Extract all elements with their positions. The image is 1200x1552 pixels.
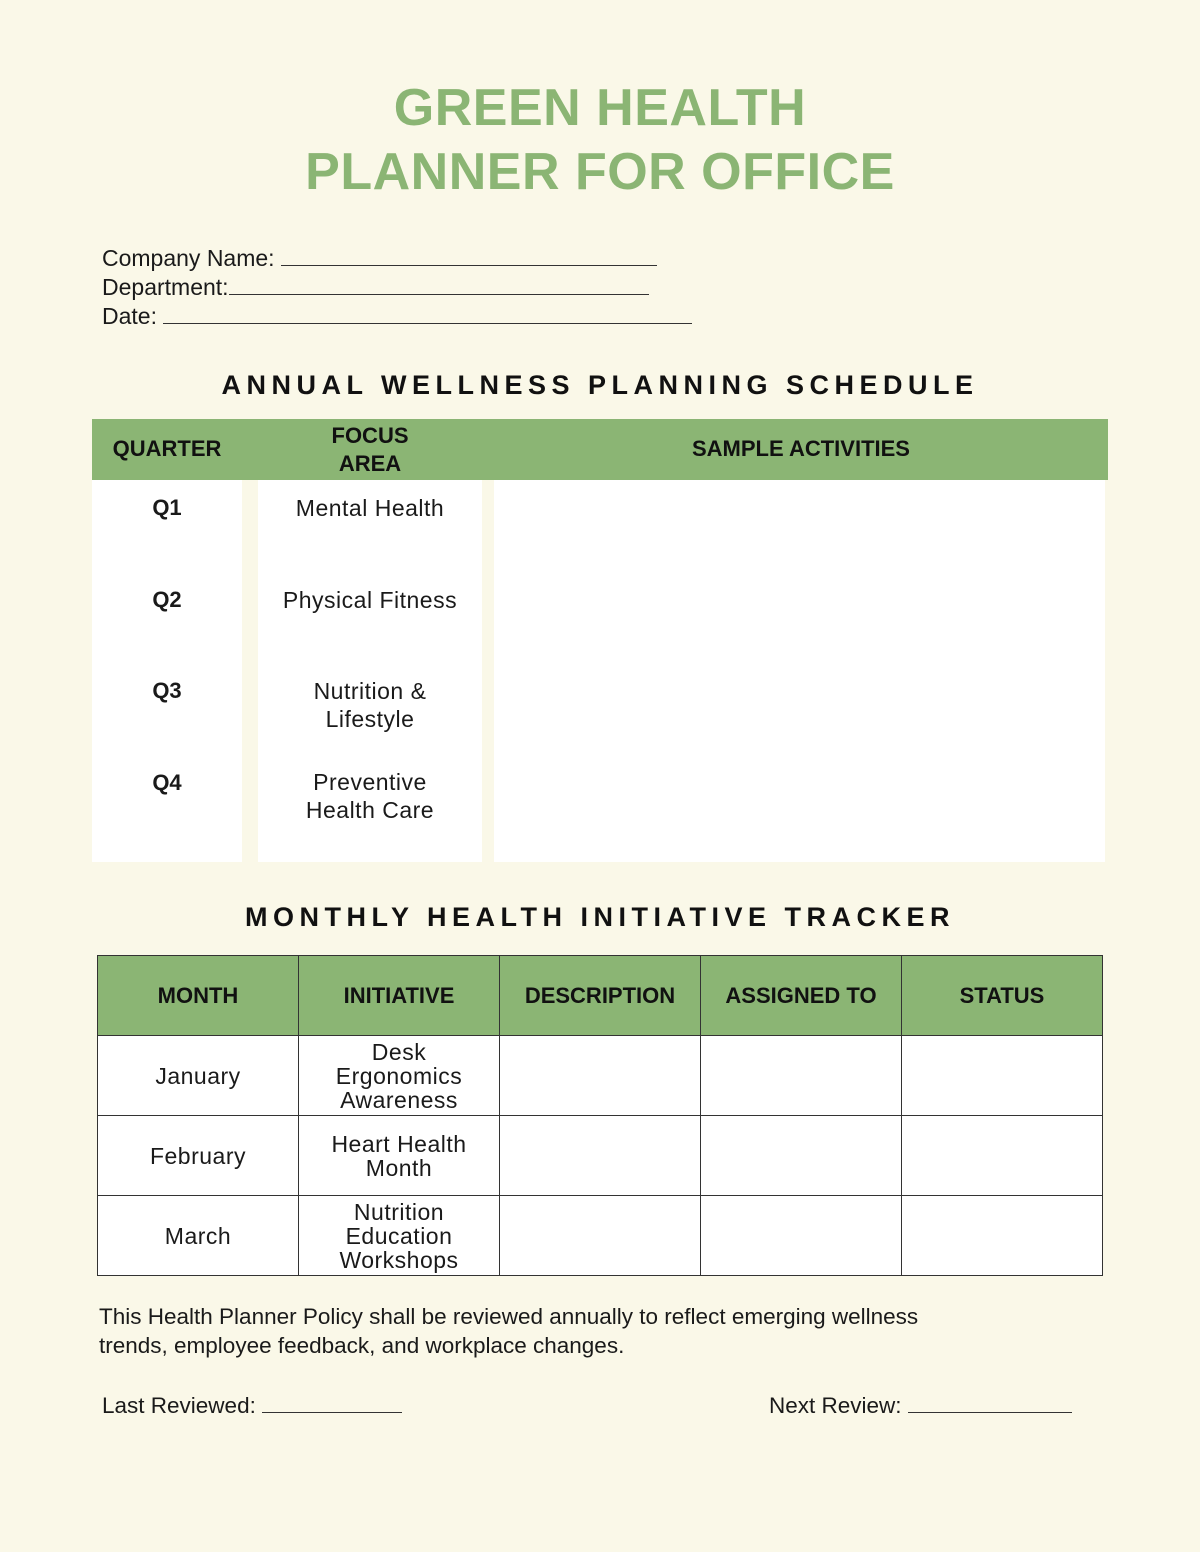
assigned-to-cell[interactable] [701,1196,902,1276]
assigned-to-cell[interactable] [701,1116,902,1196]
title-line-1: GREEN HEALTH [393,79,807,137]
page-title [0,76,1200,204]
header-status: STATUS [902,956,1103,1036]
department-label: Department: [102,274,229,300]
status-cell[interactable] [902,1116,1103,1196]
header-sample-activities: SAMPLE ACTIVITIES [692,436,910,461]
initiative-cell [299,1036,500,1116]
header-description: DESCRIPTION [500,956,701,1036]
company-name-label: Company Name: [102,245,275,271]
initiative-line: Month [365,1154,433,1181]
initiative-line: Desk [371,1038,427,1065]
initiative-line: Ergonomics [335,1062,463,1089]
table-row [98,1036,1103,1116]
sample-activities-column[interactable] [494,480,1105,862]
annual-section-title: ANNUAL WELLNESS PLANNING SCHEDULE [221,370,979,400]
date-line[interactable] [163,303,692,324]
month-cell: March [98,1196,299,1276]
next-review-label: Next Review: [769,1393,902,1418]
month-cell: February [98,1116,299,1196]
status-cell[interactable] [902,1036,1103,1116]
title-line-2: PLANNER FOR OFFICE [305,143,895,201]
description-cell[interactable] [500,1036,701,1116]
focus-area-q2 [258,586,482,614]
header-focus-line-2: AREA [338,451,402,476]
policy-line-2: trends, employee feedback, and workplace changes. [99,1333,625,1358]
focus-q4-line-2: Health Care [305,797,435,823]
header-fields [102,244,692,331]
initiative-line: Education [345,1222,453,1249]
focus-area-q3 [258,677,482,733]
next-review-field[interactable] [769,1392,1072,1419]
focus-q2-line-1: Physical Fitness [282,587,458,613]
annual-table-header [92,419,1108,480]
focus-area-q4 [258,768,482,824]
table-row [98,1196,1103,1276]
focus-q4-line-1: Preventive [313,769,427,795]
monthly-tracker-table [97,955,1103,1276]
status-cell[interactable] [902,1196,1103,1276]
focus-area-q1 [258,494,482,522]
description-cell[interactable] [500,1196,701,1276]
policy-text [99,1302,1099,1360]
department-field[interactable] [102,273,692,302]
company-name-field[interactable] [102,244,692,273]
table-row [98,1116,1103,1196]
assigned-to-cell[interactable] [701,1036,902,1116]
quarter-column [92,480,242,862]
month-cell: January [98,1036,299,1116]
description-cell[interactable] [500,1116,701,1196]
initiative-line: Heart Health [331,1130,467,1157]
header-initiative: INITIATIVE [299,956,500,1036]
header-focus-line-1: FOCUS [331,423,409,448]
focus-q3-line-1: Nutrition & [313,678,427,704]
quarter-q1: Q1 [152,495,182,520]
header-assigned-to: ASSIGNED TO [701,956,902,1036]
department-line[interactable] [229,274,649,295]
quarter-q4: Q4 [152,770,182,795]
policy-line-1: This Health Planner Policy shall be reviewed annually to reflect emerging wellness [99,1304,919,1329]
monthly-section-title: MONTHLY HEALTH INITIATIVE TRACKER [244,902,955,932]
initiative-line: Awareness [340,1086,458,1113]
initiative-cell [299,1196,500,1276]
last-reviewed-line[interactable] [262,1392,402,1413]
focus-q3-line-2: Lifestyle [325,706,415,732]
company-name-line[interactable] [281,245,657,266]
initiative-line: Workshops [339,1246,459,1273]
next-review-line[interactable] [908,1392,1072,1413]
header-focus-area [258,422,482,478]
last-reviewed-label: Last Reviewed: [102,1393,256,1418]
date-label: Date: [102,303,157,329]
header-quarter: QUARTER [112,436,222,461]
initiative-line: Nutrition [353,1198,445,1225]
header-month: MONTH [98,956,299,1036]
last-reviewed-field[interactable] [102,1392,402,1419]
initiative-cell [299,1116,500,1196]
date-field[interactable] [102,302,692,331]
quarter-q3: Q3 [152,678,182,703]
monthly-header-row [98,956,1103,1036]
quarter-q2: Q2 [152,587,182,612]
focus-q1-line-1: Mental Health [295,495,445,521]
